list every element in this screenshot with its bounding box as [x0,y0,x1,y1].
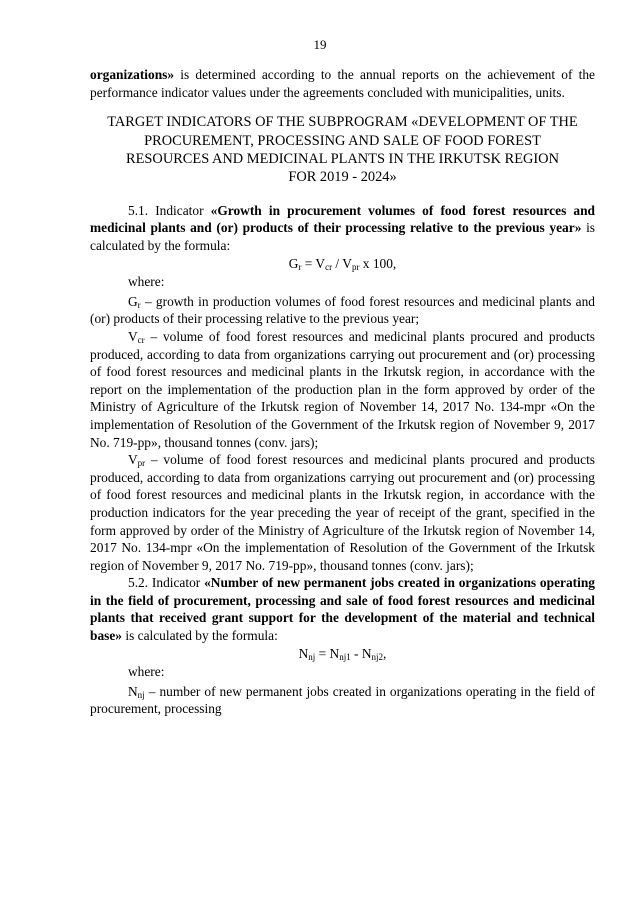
definition-krm: $N_{nj}$ – number of new permanent jobs created in organizations operating in the field of procurement, processing [90,683,595,717]
indicator-5-2-lead: 5.2. Indicator [128,575,205,591]
indicator-5-1-title: «Growth in procurement volumes of food forest resources and medicinal plants and (or) products of their processing relative to the previous year» [90,202,595,236]
where-label-5-2: where: [128,664,165,680]
definition-vpr: $V_{pr}$ – volume of food forest resources and medicinal plants procured and products produced, according to data from organizations carrying out procurement and (or) processing of food forest resources and medicinal plants in the Irkutsk region, in accordance with the production indicators for the year preceding the year of receipt of the grant, specified in the form approved by order of the Ministry of Agriculture of the Irkutsk region of November 14, 2017 No. 134-mpr «On the implementation of Resolution of the Government of the Irkutsk region of November 9, 2017 No. 719-pp», thousand tonnes (conv. jars); [90,452,595,573]
heading-line-4: FOR 2019 - 2024» [288,169,397,186]
heading-line-2: PROCUREMENT, PROCESSING AND SALE OF FOOD FOREST [144,132,541,149]
page-number: 19 [313,37,327,52]
heading-line-1: TARGET INDICATORS OF THE SUBPROGRAM «DEVELOPMENT OF THE [107,114,578,131]
section-heading [90,113,595,187]
indicator-5-1-tail: is calculated by the formula: [90,220,596,253]
indicator-5-1-paragraph [90,202,595,255]
formula-5-1: $G_r = V_{cr} / V_{pr}$ x 100, [288,255,397,272]
intro-text: is determined according to the annual reports on the achievement of the performance indicator values under the agreements concluded with municipalities, units. [90,67,595,100]
definition-vot: $V_{cr}$ – volume of food forest resources and medicinal plants procured and products produced, according to data from organizations carrying out procurement and (or) processing of food forest resources and medicinal plants in the Irkutsk region, in accordance with the report on the implementation of the production plan in the form approved by order of the Ministry of Agriculture of the Irkutsk region of November 14, 2017 No. 134-mpr «On the implementation of Resolution of the Government of the Irkutsk region of November 9, 2017 No. 719-pp», thousand tonnes (conv. jars); [90,328,595,450]
indicator-5-2-title: «Number of new permanent jobs created in organizations operating in the field of procurement, processing and sale of food forest resources and medicinal plants that received grant support for the development of the material and technical base» [90,575,595,644]
page-content [90,66,595,718]
definition-pr: $G_r$ – growth in production volumes of food forest resources and medicinal plants and (or) products of their processing relative to the previous year; [90,293,595,327]
indicator-5-2-paragraph [90,574,595,644]
intro-paragraph [90,66,595,101]
intro-bold: organizations» [90,67,175,82]
indicator-5-2-tail: is calculated by the formula: [122,628,278,644]
indicator-5-1-lead: 5.1. Indicator [128,202,211,218]
heading-line-3: RESOURCES AND MEDICINAL PLANTS IN THE IRKUTSK REGION [126,151,559,167]
where-label-5-1: where: [128,274,165,290]
formula-5-2: $N_{nj} = N_{nj1} - N_{nj2}$, [298,645,387,662]
